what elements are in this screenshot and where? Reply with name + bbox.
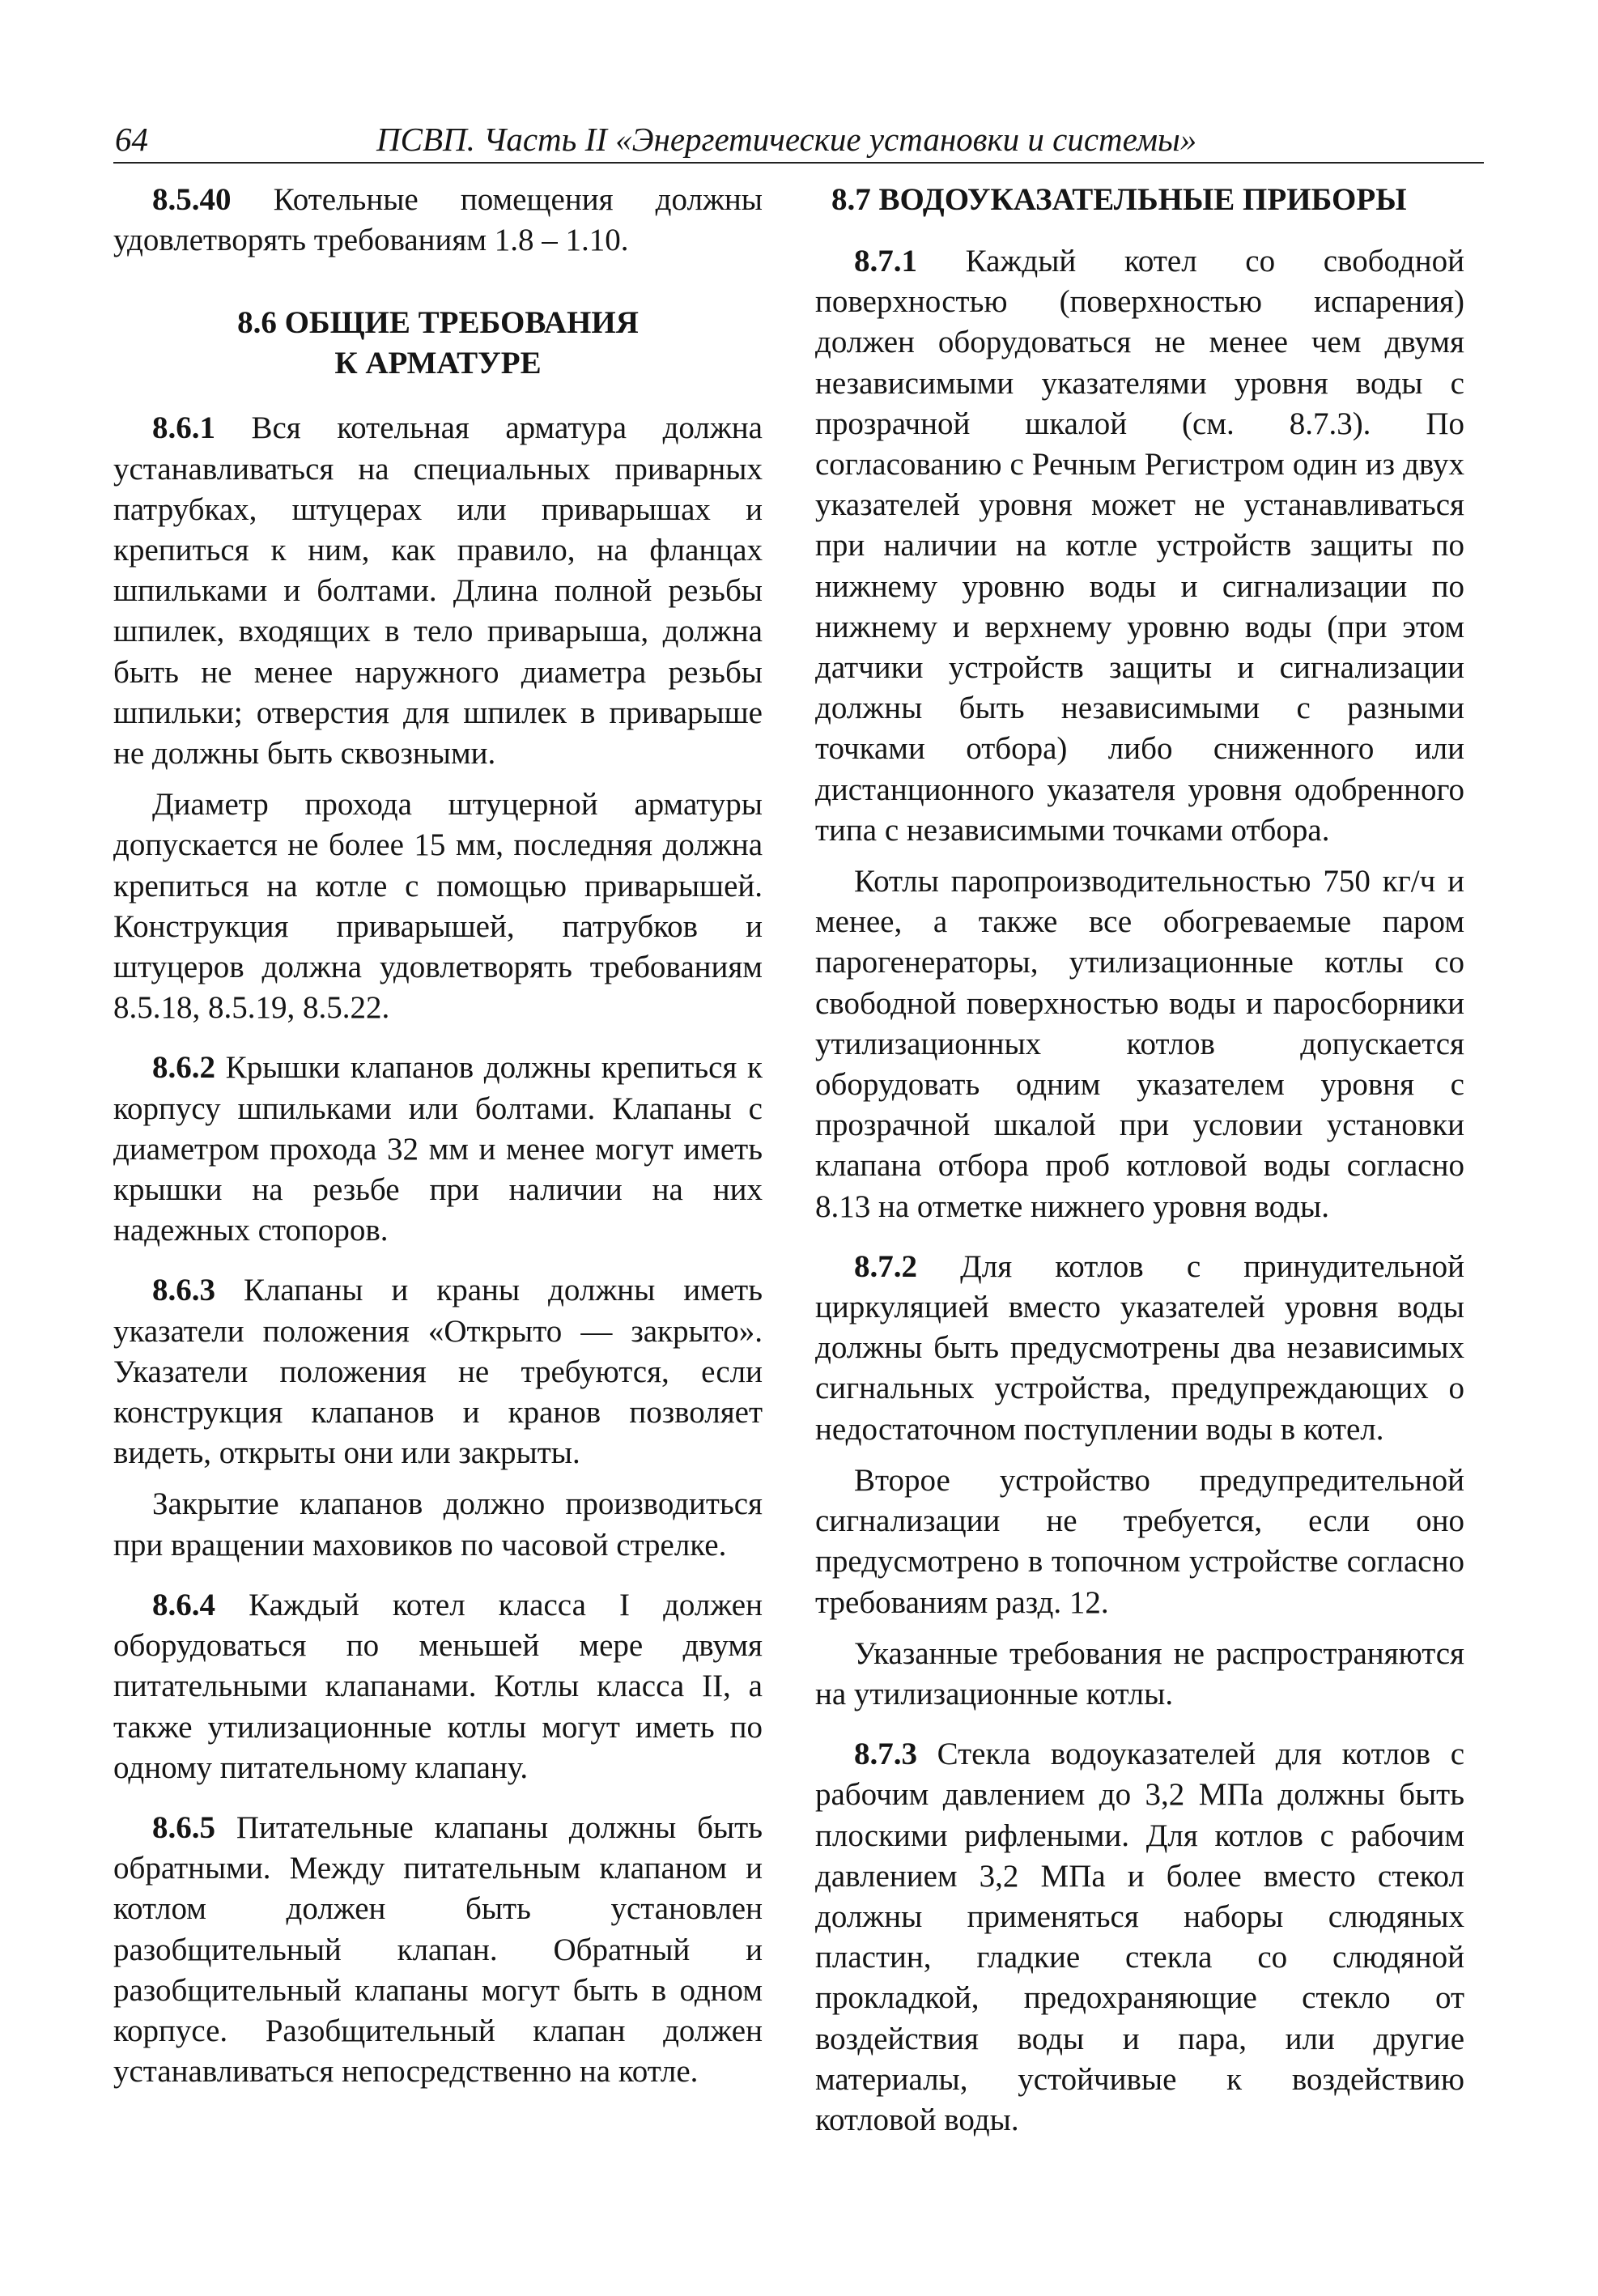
clause-number: 8.6.3 [152,1273,215,1308]
clause-number: 8.6.4 [152,1587,215,1622]
section-heading-line: 8.6 ОБЩИЕ ТРЕБОВАНИЯ [237,305,639,341]
right-column [815,180,1464,2141]
paragraph-8-6-2 [113,1048,763,1251]
paragraph-8-7-1 [815,241,1464,851]
clause-text: Питательные клапаны должны быть обратными. Между питательным клапаном и котлом должен быть установлен разобщительный клапан. Обратный и разобщительный клапаны могут быть в одном корпусе. Разобщительный клапан должен устанавливаться непосредственно на котле. [113,1809,763,2090]
paragraph-8-6-3 [113,1270,763,1473]
paragraph-8-6-1 [113,408,763,774]
paragraph-8-7-1-continued: Котлы паропроизводительностью 750 кг/ч и менее, а также все обогреваемые паром парогенераторы, утилизационные котлы со свободной поверхностью воды и паросборники утилизационных котлов допускается оборудовать одним указателем уровня с прозрачной шкалой при условии установки клапана отбора проб котловой воды согласно 8.13 на отметке нижнего уровня воды. [815,864,1464,1224]
clause-text: Для котлов с принудительной циркуляцией вместо указателей уровня воды должны быть предусмотрены два независимых сигнальных устройства, предупреждающих о недостаточном поступлении воды в котел. [815,1248,1464,1447]
clause-number: 8.6.2 [152,1050,215,1086]
clause-number: 8.6.5 [152,1809,215,1845]
clause-text: Вся котельная арматура должна устанавливаться на специальных приварных патрубках, штуцерах или приварышах и крепиться к ним, как правило, на фланцах шпильками и болтами. Длина полной резьбы шпилек, входящих в тело приварыша, должна быть не менее наружного диаметра резьбы шпильки; отверстия для шпилек в приварыше не должны быть сквозными. [113,410,763,772]
paragraph-8-6-4 [113,1585,763,1788]
clause-text: Клапаны и краны должны иметь указатели положения «Открыто — закрыто». Указатели положения не требуются, если конструкция клапанов и кранов позволяет видеть, открыты они или закрыты. [113,1273,763,1471]
clause-text: Стекла водоуказателей для котлов с рабочим давлением до 3,2 МПа должны быть плоскими рифлеными. Для котлов с рабочим давлением 3,2 МПа и более вместо стекол должны применяться наборы слюдяных пластин, гладкие стекла со слюдяной прокладкой, предохраняющие стекло от воздействия воды и пара, или другие материалы, устойчивые к воздействию котловой воды. [815,1737,1464,2137]
section-heading-line: К АРМАТУРЕ [334,346,542,381]
paragraph-8-7-2-continued: Второе устройство предупредительной сигнализации не требуется, если оно предусмотрено в топочном устройстве согласно требованиям разд. 12. [815,1462,1464,1620]
clause-text: Каждый котел класса I должен оборудоваться по меньшей мере двумя питательными клапанами. Котлы класса II, а также утилизационные котлы могут иметь по одному питательному клапану. [113,1587,763,1785]
paragraph-8-6-3-continued: Закрытие клапанов должно производиться при вращении маховиков по часовой стрелке. [113,1486,763,1563]
clause-text: Каждый котел со свободной поверхностью (поверхностью испарения) должен оборудоваться не менее чем двумя независимыми указателями уровня воды с прозрачной шкалой (см. 8.7.3). По согласованию с Речным Регистром один из двух указателей уровня может не устанавливаться при наличии на котле устройств защиты по нижнему уровню воды и сигнализации по нижнему и верхнему уровню воды (при этом датчики устройств защиты и сигнализации должны быть независимыми с разными точками отбора) либо сниженного или дистанционного указателя уровня одобренного типа с независимыми точками отбора. [815,244,1464,848]
paragraph-8-5-40 [113,180,763,261]
clause-number: 8.6.1 [152,410,215,446]
page-number: 64 [115,121,148,158]
running-header [113,117,1484,164]
section-heading-8-7: 8.7 ВОДОУКАЗАТЕЛЬНЫЕ ПРИБОРЫ [831,182,1407,217]
clause-number: 8.7.1 [854,244,917,278]
section-heading-8-6 [113,303,763,384]
paragraph-8-6-1-continued: Диаметр прохода штуцерной арматуры допускается не более 15 мм, последняя должна крепиться на котле с помощью приварышей. Конструкция приварышей, патрубков и штуцеров должна удовлетворять требованиям 8.5.18, 8.5.19, 8.5.22. [113,787,763,1026]
paragraph-8-7-2 [815,1247,1464,1450]
paragraph-8-6-5 [113,1808,763,2092]
header-title: ПСВП. Часть II «Энергетические установки и системы» [376,121,1197,158]
paragraph-8-7-3 [815,1734,1464,2141]
clause-text: Крышки клапанов должны крепиться к корпусу шпильками или болтами. Клапаны с диаметром прохода 32 мм и менее могут иметь крышки на резьбе при наличии на них надежных стопоров. [113,1050,763,1248]
left-column [113,180,763,2092]
clause-text: Котельные помещения должны удовлетворять требованиям 1.8 – 1.10. [113,182,763,258]
clause-number: 8.7.2 [854,1248,917,1284]
clause-number: 8.5.40 [152,182,232,217]
clause-number: 8.7.3 [854,1737,917,1772]
paragraph-8-7-2-note: Указанные требования не распространяются на утилизационные котлы. [815,1635,1464,1711]
